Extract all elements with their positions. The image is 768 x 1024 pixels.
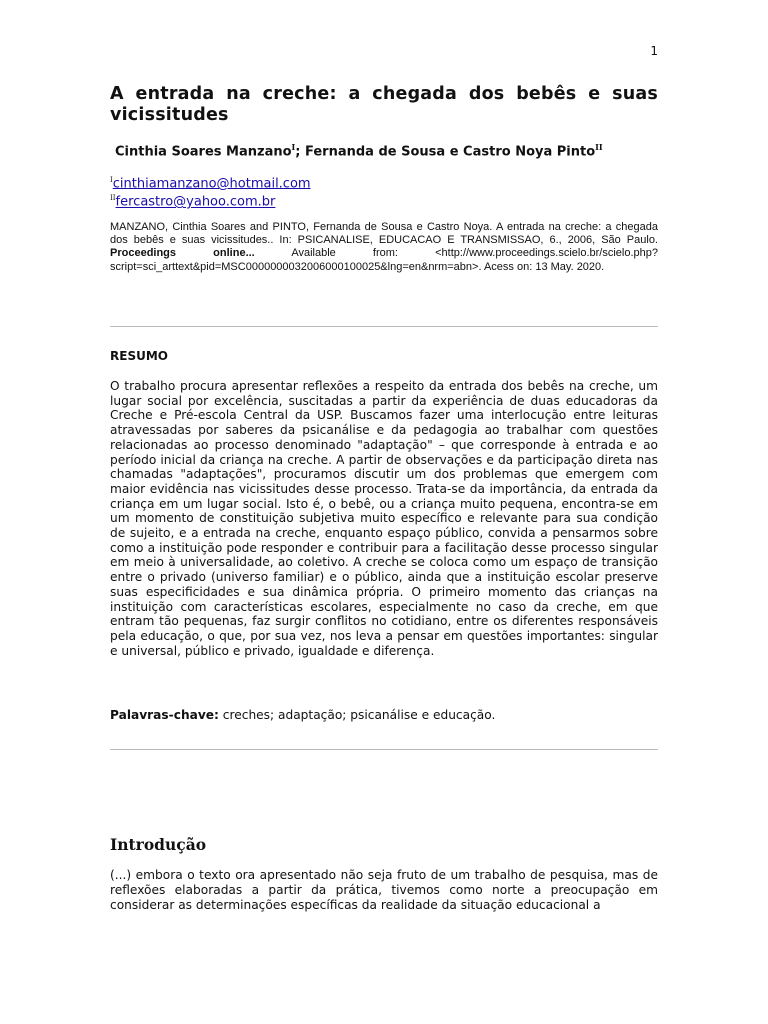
keywords-label: Palavras-chave: bbox=[110, 708, 219, 722]
citation-proceedings: Proceedings online... bbox=[110, 247, 255, 260]
email-2-mark: II bbox=[110, 194, 116, 203]
keywords-text: creches; adaptação; psicanálise e educação. bbox=[218, 708, 496, 722]
divider-bottom bbox=[110, 749, 658, 750]
email-line-2 bbox=[110, 191, 658, 209]
author-line bbox=[115, 142, 663, 159]
divider-top bbox=[110, 326, 658, 327]
introduction-text: (...) embora o texto ora apresentado não seja fruto de um trabalho de pesquisa, mas de reflexões elaboradas a partir da prática, tivemos como norte a preocupação em considerar as determinações específicas da realidade da situação educacional a bbox=[110, 868, 658, 912]
introduction-heading: Introdução bbox=[110, 835, 207, 854]
page-number: 1 bbox=[650, 44, 658, 58]
author-separator: ; bbox=[295, 144, 306, 160]
email-link-2[interactable]: fercastro@yahoo.com.br bbox=[115, 194, 276, 210]
email-1-mark: I bbox=[110, 176, 113, 184]
keywords-line bbox=[110, 708, 658, 722]
author-name-2: Fernanda de Sousa e Castro Noya Pinto bbox=[305, 144, 596, 160]
author-emails bbox=[110, 173, 658, 210]
resumo-heading: RESUMO bbox=[110, 349, 168, 363]
author-2-affiliation-mark: II bbox=[595, 142, 603, 152]
paper-title: A entrada na creche: a chegada dos bebês e suas vicissitudes bbox=[110, 84, 658, 125]
citation-part-1: MANZANO, Cinthia Soares and PINTO, Fernanda de Sousa e Castro Noya. A entrada na creche: a chegada dos bebês e suas vicissitudes.. In: PSICANALISE, EDUCACAO E TRANSMISSAO, 6., 2006, São Paulo. bbox=[110, 221, 658, 247]
citation-block bbox=[110, 221, 658, 274]
citation-part-2: Available from: <http://www.proceedings.scielo.br/scielo.php?script=sci_arttext&pid=MSC0000000032006000100025&lng=en&nrm=abn>. Acess on: 13 May. 2020. bbox=[110, 247, 659, 273]
author-name-1: Cinthia Soares Manzano bbox=[115, 144, 292, 160]
email-link-1[interactable]: cinthiamanzano@hotmail.com bbox=[112, 176, 311, 192]
author-1-affiliation-mark: I bbox=[291, 142, 296, 152]
abstract-text: O trabalho procura apresentar reflexões a respeito da entrada dos bebês na creche, um lugar social por excelência, suscitadas a partir da experiência de duas educadoras da Creche e Pré-escola Central da USP. Buscamos fazer uma interlocução entre leituras atravessadas por saberes da psicanálise e da pedagogia ao trabalhar com questões relacionadas ao processo denominado "adaptação" – que corresponde à entrada e ao período inicial da criança na creche. A partir de observações e da participação direta nas chamadas "adaptações", procuramos discutir um dos problemas que emergem com maior evidência nas vicissitudes desse processo. Trata-se da importância, da entrada da criança em um lugar social. Isto é, o bebê, ou a criança muito pequena, encontra-se em um momento de constituição subjetiva muito específico e relevante para sua condição de sujeito, e a entrada na creche, enquanto espaço público, convida a pensarmos sobre como a instituição pode responder e contribuir para a facilitação desse processo singular em meio à universalidade, ao coletivo. A creche se coloca como um espaço de transição entre o privado (universo familiar) e o público, ainda que a instituição escolar preserve suas especificidades e sua dinâmica própria. O primeiro momento das crianças na instituição com características escolares, especialmente no caso da creche, em que entram tão pequenas, faz surgir conflitos no cotidiano, entre os diferentes responsáveis pela educação, o que, por sua vez, nos leva a pensar em questões importantes: singular e universal, público e privado, igualdade e diferença. bbox=[110, 379, 658, 658]
email-line-1 bbox=[110, 173, 658, 191]
